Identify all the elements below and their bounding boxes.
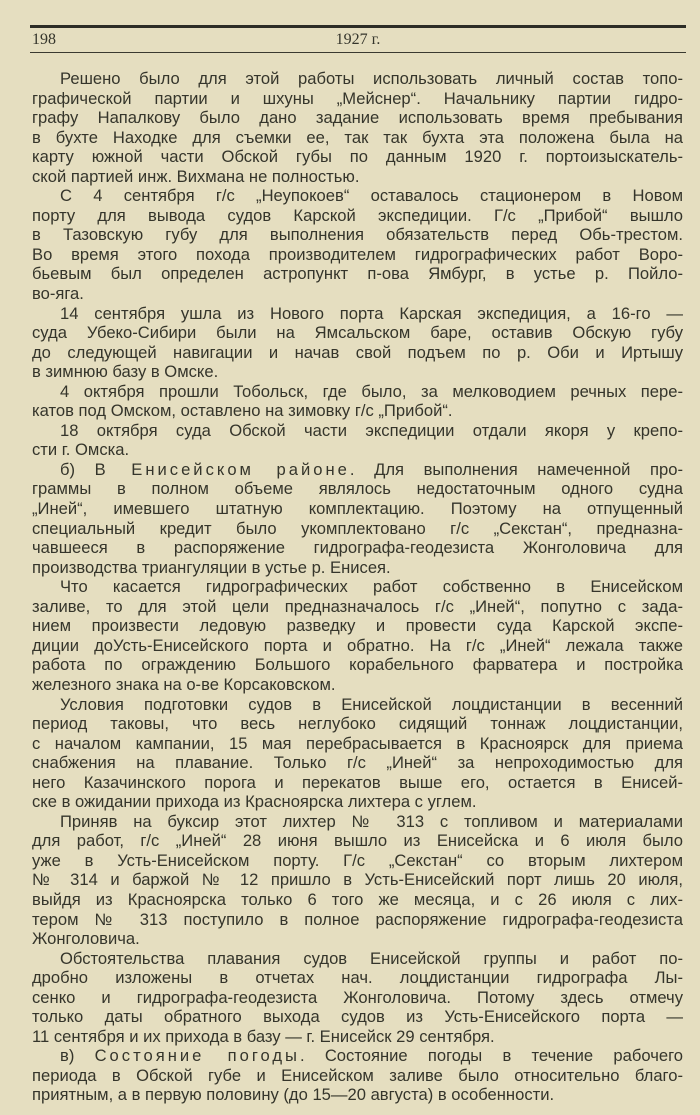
text-line: ске в ожидании прихода из Красноярска лихтера с углем.: [32, 792, 477, 812]
paragraph: [32, 304, 683, 382]
paragraph: [32, 577, 683, 694]
text-line: Жонголовича.: [32, 929, 140, 949]
text-line: в зимнюю базу в Омске.: [32, 362, 219, 382]
text-line: суда Убеко-Сибири были на Ямсальском баре, оставив Обскую губу: [32, 323, 683, 343]
paragraph: [32, 1046, 683, 1105]
text-line: порту для вывода судов Карской экспедиции. Г/с „Прибой“ вышло: [32, 205, 683, 225]
text-line: сенко и гидрографа-геодезиста Жонголовича. Потому здесь отмечу: [32, 987, 683, 1007]
text-line: дробно изложены в отчетах нач. лоцдистанции гидрографа Лы-: [32, 968, 683, 988]
text-line: специальный кредит было укомплектовано г/с „Секстан“, предназна-: [32, 518, 683, 538]
text-line: карту южной части Обской губы по данным 1920 г. портоизыскатель-: [32, 147, 683, 167]
text-line: С 4 сентября г/с „Неупокоев“ оставалось стационером в Новом: [60, 186, 683, 206]
text-line: [32, 1046, 683, 1066]
text-segment: в): [60, 1046, 95, 1066]
text-line: 11 сентября и их прихода в базу — г. Енисейск 29 сентября.: [32, 1026, 495, 1046]
text-line: 14 сентября ушла из Нового порта Карская экспедиция, а 16-го —: [60, 303, 683, 323]
paragraph: [32, 69, 683, 186]
text-line: графу Напалкову было дано задание использовать время пребывания: [32, 108, 683, 128]
text-line: во-яга.: [32, 284, 84, 304]
text-line: Условия подготовки судов в Енисейской лоцдистанции в весенний: [60, 694, 683, 714]
body-text: [32, 69, 683, 1105]
text-line: бьевым был определен астропункт п-ова Ямбург, в устье р. Пойло-: [32, 264, 683, 284]
text-line: снабжения на плавание. Только г/с „Иней“ за непроходимостью для: [32, 753, 683, 773]
paragraph: [32, 421, 683, 460]
text-line: период таковы, что весь неглубоко сидящий тоннаж лоцдистанции,: [32, 714, 683, 734]
text-line: Приняв на буксир этот лихтер № 313 с топливом и материалами: [60, 811, 683, 831]
text-line: только даты обратного выхода судов из Усть-Енисейского порта —: [32, 1007, 683, 1027]
page-number: 198: [32, 31, 56, 48]
text-line: [32, 460, 683, 480]
paragraph: [32, 949, 683, 1047]
text-line: производства триангуляции в устье р. Енисея.: [32, 557, 391, 577]
text-line: периода в Обской губе и Енисейском заливе было относительно благо-: [32, 1065, 683, 1085]
text-line: диции доУсть-Енисейского порта и обратно. На г/с „Иней“ лежала также: [32, 635, 683, 655]
text-line: ской партией инж. Вихмана не полностью.: [32, 166, 360, 186]
text-line: граммы в полном объеме являлось недостаточным одного судна: [32, 479, 683, 499]
text-line: для работ, г/с „Иней“ 28 июня вышло из Енисейска и 6 июля было: [32, 831, 683, 851]
section-heading: Состояние погоды: [94, 1046, 300, 1066]
text-line: приятным, а в первую половину (до 15—20 августа) в особенности.: [32, 1085, 555, 1105]
text-line: 4 октября прошли Тобольск, где было, за мелководием речных пере-: [60, 381, 683, 401]
text-line: выйдя из Красноярска только 6 того же месяца, и с 26 июля с лих-: [32, 889, 683, 909]
text-line: Решено было для этой работы использовать личный состав топо-: [60, 69, 683, 88]
paragraph: [32, 460, 683, 577]
text-line: Во время этого похода производителем гидрографических работ Воро-: [32, 244, 683, 264]
text-line: заливе, то для этой цели предназначалось г/с „Иней“, попутно с зада-: [32, 596, 683, 616]
text-line: уже в Усть-Енисейском порту. Г/с „Секстан“ со вторым лихтером: [32, 850, 683, 870]
text-line: до следующей навигации и начав свой подъем по р. Оби и Иртышу: [32, 342, 683, 362]
top-rule: [30, 25, 686, 28]
text-line: с началом кампании, 15 мая перебрасывается в Красноярск для приема: [32, 733, 683, 753]
section-heading: В Енисейском районе: [94, 459, 350, 479]
text-line: сти г. Омска.: [32, 440, 130, 460]
running-title: 1927 г.: [335, 31, 381, 48]
text-line: № 314 и баржой № 12 пришло в Усть-Енисейский порт лишь 20 июля,: [32, 870, 683, 890]
text-segment: . Состояние погоды в течение рабочего: [299, 1046, 683, 1066]
text-line: нием произвести ледовую разведку и провести суда Карской экспе-: [32, 616, 683, 636]
paragraph: [32, 812, 683, 949]
text-line: Что касается гидрографических работ собственно в Енисейском: [60, 577, 683, 597]
text-line: тером № 313 поступило в полное распоряжение гидрографа-геодезиста: [32, 909, 683, 929]
text-line: него Казачинского порога и перекатов выше его, остается в Енисей-: [32, 772, 683, 792]
paragraph: [32, 186, 683, 303]
text-line: 18 октября суда Обской части экспедиции отдали якоря у крепо-: [60, 420, 683, 440]
header-rule: [30, 52, 686, 53]
text-line: работа по ограждению Большого корабельного фарватера и постройка: [32, 655, 683, 675]
text-line: Обстоятельства плавания судов Енисейской группы и работ по-: [60, 948, 683, 968]
text-line: железного знака на о-ве Корсаковском.: [32, 674, 336, 694]
text-line: в бухте Находке для съемки ее, так так бухта эта положена была на: [32, 127, 683, 147]
text-segment: . Для выполнения намеченной про-: [349, 459, 684, 479]
text-line: чавшееся в распоряжение гидрографа-геодезиста Жонголовича для: [32, 538, 683, 558]
text-line: катов под Омском, оставлено на зимовку г/с „Прибой“.: [32, 401, 453, 421]
text-line: в Тазовскую губу для выполнения обязательств перед Обь-трестом.: [32, 225, 683, 245]
text-line: „Иней“, имевшего штатную комплектацию. Поэтому на отпущенный: [32, 499, 683, 519]
text-line: графической партии и шхуны „Мейснер“. Начальнику партии гидро-: [32, 88, 683, 108]
paragraph: [32, 382, 683, 421]
text-segment: б): [60, 459, 95, 479]
paragraph: [32, 695, 683, 812]
